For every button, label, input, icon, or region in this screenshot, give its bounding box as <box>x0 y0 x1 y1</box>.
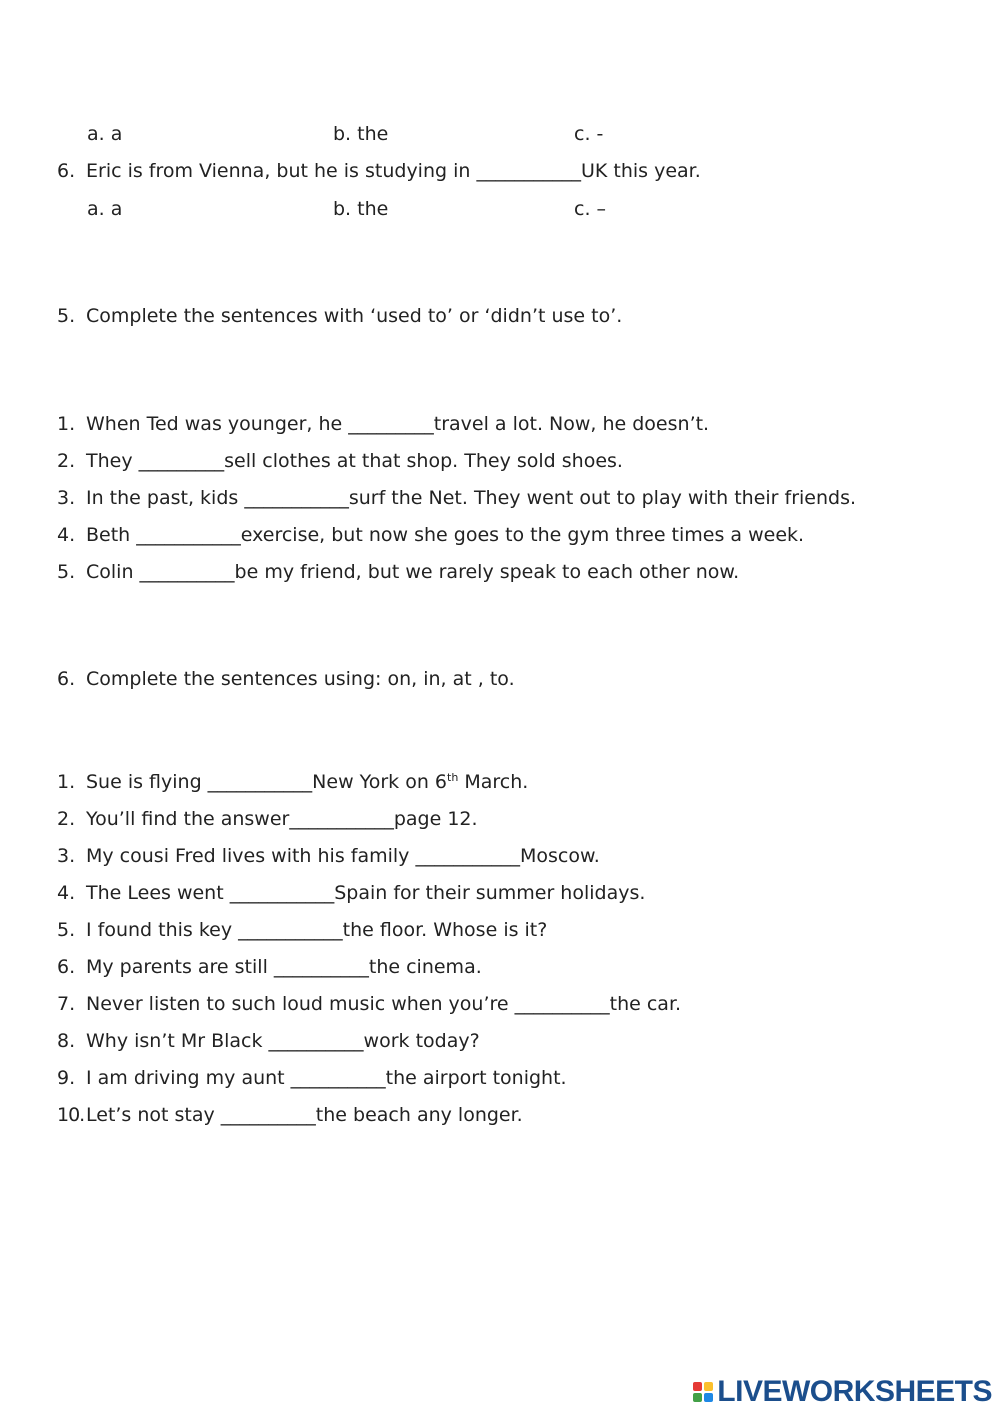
answer-options <box>87 121 787 147</box>
item-text: Colin __________be my friend, but we rarely speak to each other now. <box>86 561 740 583</box>
item-text: They _________sell clothes at that shop. They sold shoes. <box>86 450 623 472</box>
item-number: 10. <box>57 1104 85 1126</box>
item-number: 5. <box>57 919 76 941</box>
list-item <box>57 880 645 906</box>
item-number: 6. <box>57 956 76 978</box>
list-item <box>57 1065 567 1091</box>
list-item <box>57 1028 480 1054</box>
item-number: 5. <box>57 561 76 583</box>
item-number: 1. <box>57 413 76 435</box>
list-item <box>57 1102 523 1128</box>
item-number: 7. <box>57 993 76 1015</box>
item-text: The Lees went ___________Spain for their summer holidays. <box>86 882 646 904</box>
list-item <box>57 522 804 548</box>
item-text: When Ted was younger, he _________travel a lot. Now, he doesn’t. <box>86 413 710 435</box>
item-text: My cousi Fred lives with his family ___________Moscow. <box>86 845 600 867</box>
question-text: Eric is from Vienna, but he is studying in ___________UK this year. <box>86 160 701 182</box>
logo-square-red <box>693 1382 702 1391</box>
logo-text: LIVEWORKSHEETS <box>717 1375 992 1408</box>
item-text-end: March. <box>458 771 529 793</box>
list-item <box>57 843 600 869</box>
list-item <box>57 485 856 511</box>
item-number: 3. <box>57 487 76 509</box>
logo-square-yellow <box>704 1382 713 1391</box>
option-c: c. - <box>574 123 604 145</box>
item-number: 3. <box>57 845 76 867</box>
answer-options <box>87 196 787 222</box>
ordinal-suffix: th <box>447 771 459 784</box>
item-text: I found this key ___________the floor. Whose is it? <box>86 919 548 941</box>
section-number: 5. <box>57 305 76 327</box>
option-b: b. the <box>333 123 389 145</box>
list-item <box>57 954 482 980</box>
item-number: 4. <box>57 882 76 904</box>
item-text: I am driving my aunt __________the airport tonight. <box>86 1067 567 1089</box>
list-item <box>57 559 739 585</box>
option-a: a. a <box>87 198 123 220</box>
item-text: My parents are still __________the cinema. <box>86 956 482 978</box>
item-number: 9. <box>57 1067 76 1089</box>
liveworksheets-logo[interactable] <box>693 1377 992 1407</box>
question-number: 6. <box>57 160 76 182</box>
list-item <box>57 806 478 832</box>
item-text: Never listen to such loud music when you’re __________the car. <box>86 993 682 1015</box>
logo-square-blue <box>704 1393 713 1402</box>
list-item <box>57 769 528 795</box>
item-number: 4. <box>57 524 76 546</box>
instruction-text: Complete the sentences with ‘used to’ or ‘didn’t use to’. <box>86 305 623 327</box>
item-text: Let’s not stay __________the beach any longer. <box>86 1104 523 1126</box>
item-number: 1. <box>57 771 76 793</box>
option-a: a. a <box>87 123 123 145</box>
item-text: Beth ___________exercise, but now she goes to the gym three times a week. <box>86 524 805 546</box>
section-6-instruction <box>57 666 515 692</box>
instruction-text: Complete the sentences using: on, in, at , to. <box>86 668 515 690</box>
list-item <box>57 991 681 1017</box>
item-text: Sue is flying ___________New York on 6 <box>86 771 448 793</box>
item-text: Why isn’t Mr Black __________work today? <box>86 1030 480 1052</box>
item-text: In the past, kids ___________surf the Net. They went out to play with their friends. <box>86 487 857 509</box>
list-item <box>57 917 547 943</box>
item-number: 2. <box>57 450 76 472</box>
list-item <box>57 411 709 437</box>
logo-square-green <box>693 1393 702 1402</box>
item-number: 8. <box>57 1030 76 1052</box>
list-item <box>57 448 623 474</box>
option-b: b. the <box>333 198 389 220</box>
liveworksheets-logo-icon <box>693 1382 713 1402</box>
section-number: 6. <box>57 668 76 690</box>
option-c: c. – <box>574 198 607 220</box>
item-text: You’ll find the answer___________page 12. <box>86 808 478 830</box>
question-item <box>57 158 701 184</box>
item-number: 2. <box>57 808 76 830</box>
section-5-instruction <box>57 303 622 329</box>
